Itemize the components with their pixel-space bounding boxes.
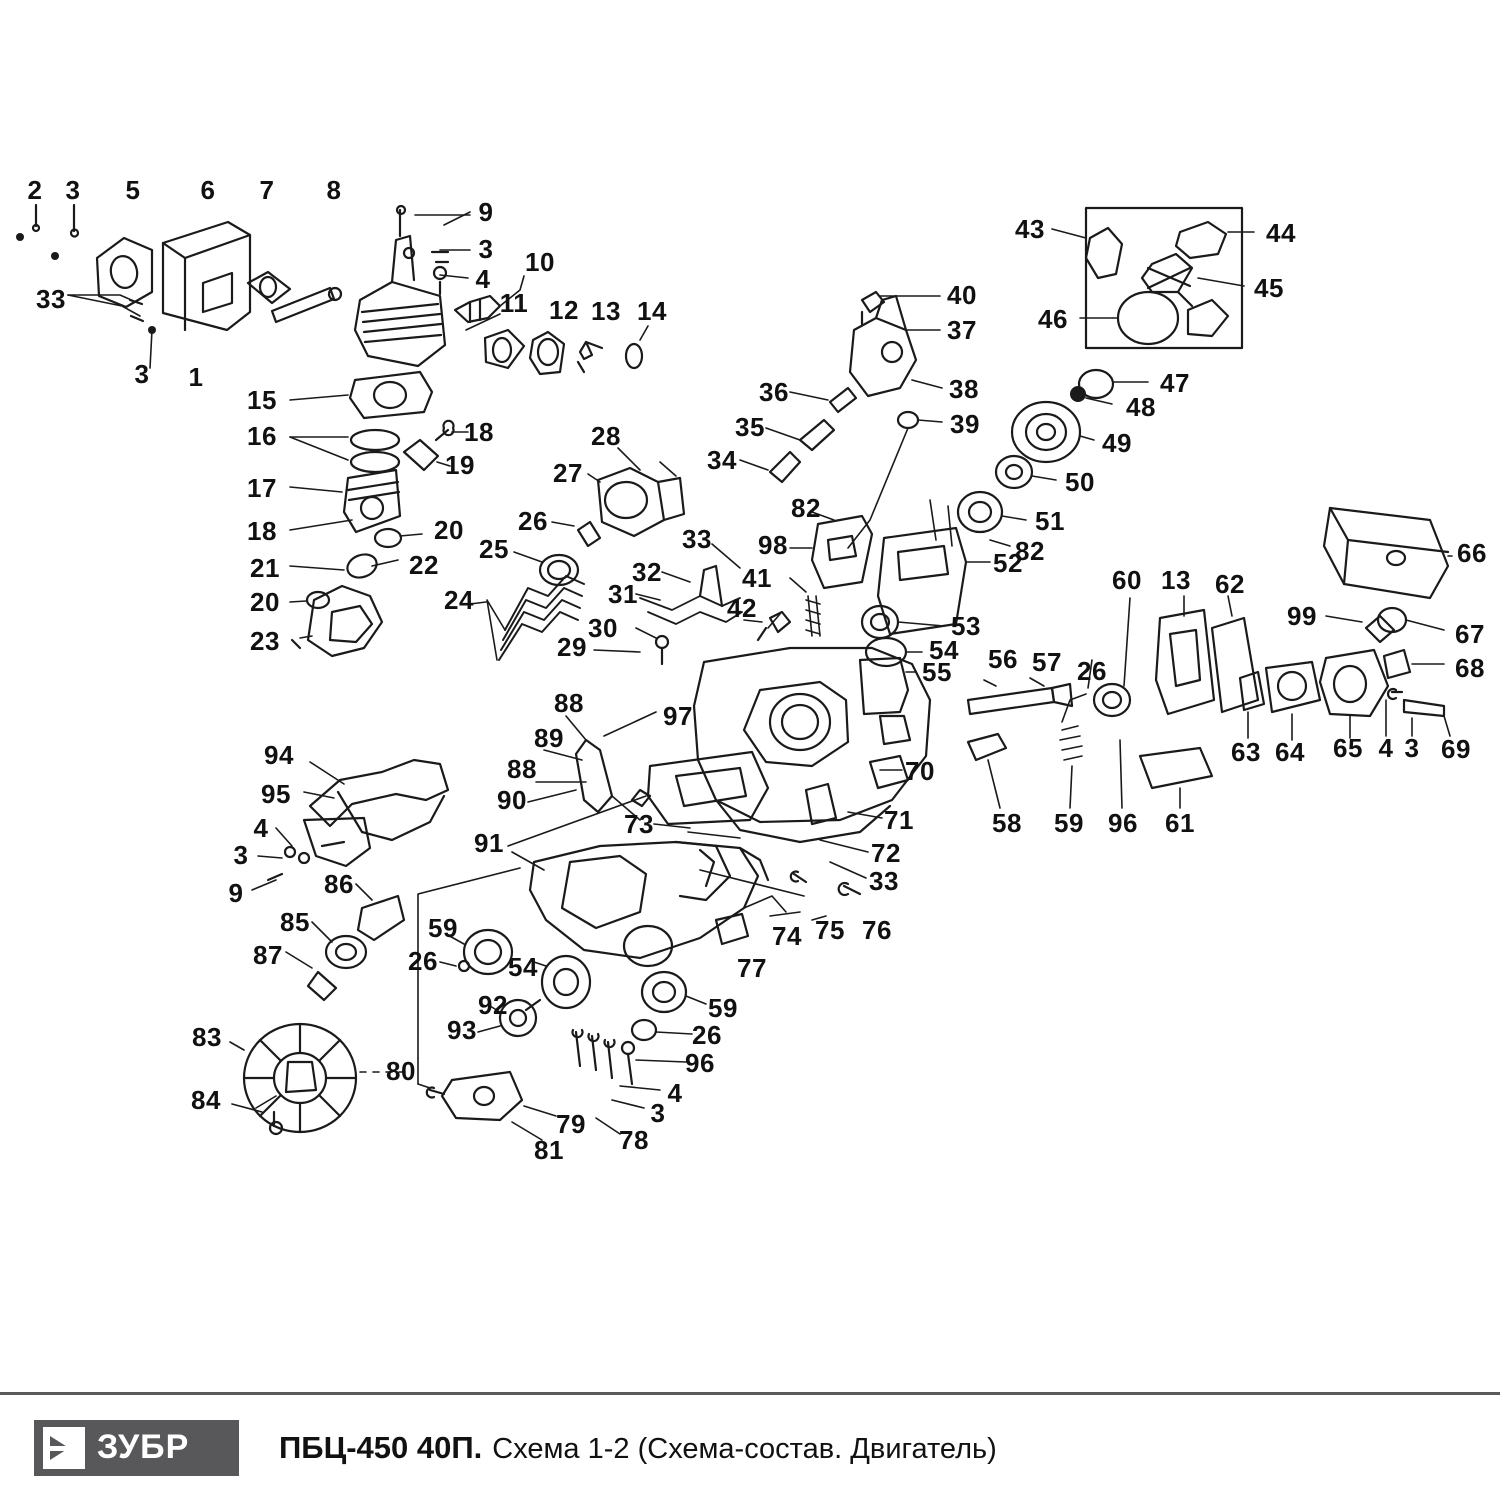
callout-number: 81: [534, 1135, 564, 1165]
callout-number: 71: [884, 805, 914, 835]
brand-name: ЗУБР: [97, 1428, 190, 1466]
callout-number: 75: [815, 915, 845, 945]
callout-number: 42: [727, 593, 757, 623]
callout-number: 51: [1035, 506, 1065, 536]
callout-number: 21: [250, 553, 280, 583]
callout-number: 91: [474, 828, 504, 858]
callout-number: 49: [1102, 428, 1132, 458]
footer-title: [279, 1430, 997, 1466]
callout-number: 85: [280, 907, 310, 937]
callout-number: 72: [871, 838, 901, 868]
callout-number: 68: [1455, 653, 1485, 683]
callout-number: 37: [947, 315, 977, 345]
callout-number: 99: [1287, 601, 1317, 631]
callout-number: 59: [1054, 808, 1084, 838]
callout-number: 23: [250, 626, 280, 656]
callout-number: 74: [772, 921, 802, 951]
callout-number: 56: [988, 644, 1018, 674]
callout-number: 30: [588, 613, 618, 643]
callout-number: 96: [1108, 808, 1138, 838]
callout-number: 20: [250, 587, 280, 617]
callout-number: 12: [549, 295, 579, 325]
callout-number: 58: [992, 808, 1022, 838]
callout-number: 43: [1015, 214, 1045, 244]
callout-number: 50: [1065, 467, 1095, 497]
callout-number: 18: [247, 516, 277, 546]
callout-number: 82: [1015, 536, 1045, 566]
callout-number: 97: [663, 701, 693, 731]
callout-number: 41: [742, 563, 772, 593]
callout-number: 92: [478, 990, 508, 1020]
callout-number: 34: [707, 445, 737, 475]
callout-number: 22: [409, 550, 439, 580]
callout-number: 86: [324, 869, 354, 899]
footer-bar: [0, 1395, 1500, 1500]
callout-number: 8: [326, 175, 342, 205]
callout-number: 80: [386, 1056, 416, 1086]
callout-number: 14: [637, 296, 667, 326]
callout-number: 10: [525, 247, 555, 277]
callout-number: 79: [556, 1109, 586, 1139]
callout-number: 64: [1275, 737, 1305, 767]
callout-number: 48: [1126, 392, 1156, 422]
callout-number: 3: [233, 840, 249, 870]
callout-number: 88: [507, 754, 537, 784]
callout-number: 95: [261, 779, 291, 809]
callout-number: 38: [949, 374, 979, 404]
callout-number: 33: [36, 284, 66, 314]
callout-number: 3: [650, 1098, 666, 1128]
zubr-arrow-icon: [43, 1427, 85, 1469]
model-label: ПБЦ-450 40П.: [279, 1429, 483, 1465]
callout-number: 47: [1160, 368, 1190, 398]
callout-number: 7: [259, 175, 275, 205]
callout-number: 27: [553, 458, 583, 488]
callout-number: 77: [737, 953, 767, 983]
callout-number: 26: [518, 506, 548, 536]
callout-number: 54: [508, 952, 538, 982]
callout-number: 69: [1441, 734, 1471, 764]
callout-number: 18: [464, 417, 494, 447]
callout-number: 19: [445, 450, 475, 480]
callout-number: 26: [408, 946, 438, 976]
callout-number: 59: [708, 993, 738, 1023]
callout-number: 60: [1112, 565, 1142, 595]
callout-number: 66: [1457, 538, 1487, 568]
callout-number: 26: [1077, 656, 1107, 686]
callout-number: 33: [682, 524, 712, 554]
callout-number: 9: [228, 878, 244, 908]
callout-number: 84: [191, 1085, 221, 1115]
callout-number: 96: [685, 1048, 715, 1078]
callout-number: 45: [1254, 273, 1284, 303]
callout-number: 93: [447, 1015, 477, 1045]
callout-number: 78: [619, 1125, 649, 1155]
callout-number: 28: [591, 421, 621, 451]
callout-number: 40: [947, 280, 977, 310]
callout-number: 4: [1378, 733, 1394, 763]
callout-number: 17: [247, 473, 277, 503]
callout-number: 52: [993, 548, 1023, 578]
callout-number: 62: [1215, 569, 1245, 599]
callout-number: 83: [192, 1022, 222, 1052]
callout-number: 3: [478, 234, 494, 264]
scheme-label: Схема 1-2 (Схема-состав. Двигатель): [492, 1432, 997, 1465]
callout-number: 76: [862, 915, 892, 945]
callout-number: 57: [1032, 647, 1062, 677]
callout-number: 61: [1165, 808, 1195, 838]
callout-number: 3: [134, 359, 150, 389]
callout-number: 87: [253, 940, 283, 970]
callout-number: 94: [264, 740, 294, 770]
callout-number: 67: [1455, 619, 1485, 649]
callout-number: 63: [1231, 737, 1261, 767]
callout-number: 4: [253, 813, 269, 843]
callout-number: 46: [1038, 304, 1068, 334]
callout-number: 39: [950, 409, 980, 439]
callout-number: 88: [554, 688, 584, 718]
callout-number: 4: [475, 264, 491, 294]
callout-number: 24: [444, 585, 474, 615]
callout-number: 82: [791, 493, 821, 523]
callout-number: 3: [65, 175, 81, 205]
callout-number: 35: [735, 412, 765, 442]
callout-number: 31: [608, 579, 638, 609]
zubr-logo: [34, 1420, 239, 1476]
callout-number: 70: [905, 756, 935, 786]
callout-number: 6: [200, 175, 216, 205]
callout-number: 98: [758, 530, 788, 560]
callout-number: 32: [632, 557, 662, 587]
callout-number: 89: [534, 723, 564, 753]
callout-number: 53: [951, 611, 981, 641]
callout-number: 9: [478, 197, 494, 227]
callout-number: 55: [922, 657, 952, 687]
callout-number: 13: [591, 296, 621, 326]
callout-number: 13: [1161, 565, 1191, 595]
callout-number: 3: [1404, 733, 1420, 763]
callout-number: 5: [125, 175, 141, 205]
callout-number: 11: [499, 288, 529, 318]
callout-number: 4: [667, 1078, 683, 1108]
callout-number: 36: [759, 377, 789, 407]
callout-number: 65: [1333, 733, 1363, 763]
callout-number: 25: [479, 534, 509, 564]
callout-number: 54: [929, 635, 959, 665]
callout-number: 16: [247, 421, 277, 451]
callout-number: 33: [869, 866, 899, 896]
callout-number: 59: [428, 913, 458, 943]
callout-number: 26: [692, 1020, 722, 1050]
callout-number: 1: [188, 362, 204, 392]
callout-number: 29: [557, 632, 587, 662]
callout-number: 44: [1266, 218, 1296, 248]
callout-number: 20: [434, 515, 464, 545]
callout-number: 2: [27, 175, 43, 205]
callout-number: 90: [497, 785, 527, 815]
callout-number: 15: [247, 385, 277, 415]
callout-number: 73: [624, 809, 654, 839]
